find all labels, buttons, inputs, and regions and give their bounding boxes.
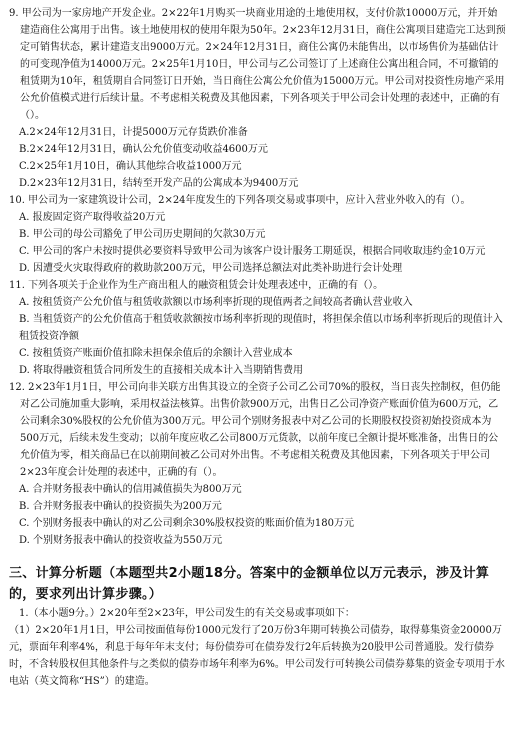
option-a: A.2×24年12月31日，计提5000万元存货跌价准备 xyxy=(19,127,248,138)
option-a: A. 合并财务报表中确认的信用减值损失为800万元 xyxy=(19,484,242,495)
question-11 xyxy=(9,277,506,379)
option-c: C. 个别财务报表中确认的对乙公司剩余30%股权投资的账面价值为180万元 xyxy=(19,518,354,529)
calc-question-1-item-1: （1）2×20年1月1日，甲公司按面值每份1000元发行了20万份3年期可转换公司债券，取得募集资金20000万元，票面年利率4%，利息于每年年末支付；每份债券可在债券发行2年后转换为20股甲公司普通股。发行债券时，不含转股权但其他条件与之类似的债券市场年利率为6%。甲公司发行可转换公司债券募集的资金专项用于水电站（英文简称“HS”）的建造。 xyxy=(9,625,505,687)
option-a: A. 按租赁资产公允价值与租赁收款额以市场利率折现的现值两者之间较高者确认营业收入 xyxy=(19,297,413,308)
option-b: B. 当租赁资产的公允价值高于租赁收款额按市场利率折现的现值时，将担保余值以市场利率折现后的现值计入租赁投资净额 xyxy=(19,314,503,342)
option-b: B.2×24年12月31日，确认公允价值变动收益4600万元 xyxy=(19,144,268,155)
question-9 xyxy=(9,5,506,192)
section-gap xyxy=(9,549,506,563)
question-10 xyxy=(9,192,506,277)
question-12 xyxy=(9,379,506,549)
option-b: B. 甲公司的母公司豁免了甲公司历史期间的欠款30万元 xyxy=(19,229,266,240)
option-d: D.2×23年12月31日，结转至开发产品的公寓成本为9400万元 xyxy=(19,178,299,189)
option-d: D. 将取得融资租赁合同所发生的直接相关成本计入当期销售费用 xyxy=(19,365,304,376)
option-c: C. 甲公司的客户未按时提供必要资料导致甲公司为该客户设计服务工期延误，根据合同收取违约金10万元 xyxy=(19,246,486,257)
option-c: C. 按租赁资产账面价值扣除未担保余值后的余额计入营业成本 xyxy=(19,348,293,359)
question-stem: 10. 甲公司为一家建筑设计公司，2×24年度发生的下列各项交易或事项中，应计入营业外收入的有（）。 xyxy=(9,195,471,206)
option-c: C.2×25年1月10日，确认其他综合收益1000万元 xyxy=(19,161,242,172)
calc-question-1-intro: 1.（本小题9分。）2×20年至2×23年，甲公司发生的有关交易或事项如下： xyxy=(19,608,355,619)
question-stem: 11. 下列各项关于企业作为生产商出租人的融资租赁会计处理表述中，正确的有（）。 xyxy=(9,280,384,291)
question-stem: 9. 甲公司为一家房地产开发企业。2×22年1月购买一块商业用途的土地使用权，支付价款10000万元，并开始建造商住公寓用于出售。该土地使用权的使用年限为50年。2×23年12月31日，商住公寓项目建造完工达到预定可销售状态，累计建造支出9000万元。2×24年12月31日，商住公寓仍未能售出，以市场售价为基础估计的可变现净值为14000万元。2×25年1月10日，甲公司与乙公司签订了上述商住公寓出租合同，不可撤销的租赁期为10年，租赁期自合同签订日开始，当日商住公寓公允价值为15000万元。甲公司对投资性房地产采用公允价值模式进行后续计量。不考虑相关税费及其他因素，下列各项关于甲公司会计处理的表述中，正确的有（）。 xyxy=(9,8,506,121)
option-d: D. 个别财务报表中确认的投资收益为550万元 xyxy=(19,535,223,546)
question-stem: 12. 2×23年1月1日，甲公司向非关联方出售其设立的全资子公司乙公司70%的股权，当日丧失控制权，但仍能对乙公司施加重大影响，采用权益法核算。出售价款900万元，出售日乙公司净资产账面价值为600万元，乙公司剩余30%股权的公允价值为300万元。甲公司个别财务报表中对乙公司的长期股权投资初始投资成本为500万元，后续未发生变动；以前年度应收乙公司800万元货款，以前年度已全额计提坏账准备，出售日的公允价值为零，相关商品已在以前期间被乙公司对外出售。不考虑相关税费及其他因素，下列各项关于甲公司2×23年度会计处理的表述中，正确的有（）。 xyxy=(9,382,501,478)
option-a: A. 报废固定资产取得收益20万元 xyxy=(19,212,166,223)
option-b: B. 合并财务报表中确认的投资损失为200万元 xyxy=(19,501,222,512)
section-heading: 三、计算分析题（本题型共2小题18分。答案中的金额单位以万元表示，涉及计算的，要求列出计算步骤。） xyxy=(9,566,490,602)
option-d: D. 因遭受火灾取得政府的救助款200万元，甲公司选择总额法对此类补助进行会计处理 xyxy=(19,263,403,274)
